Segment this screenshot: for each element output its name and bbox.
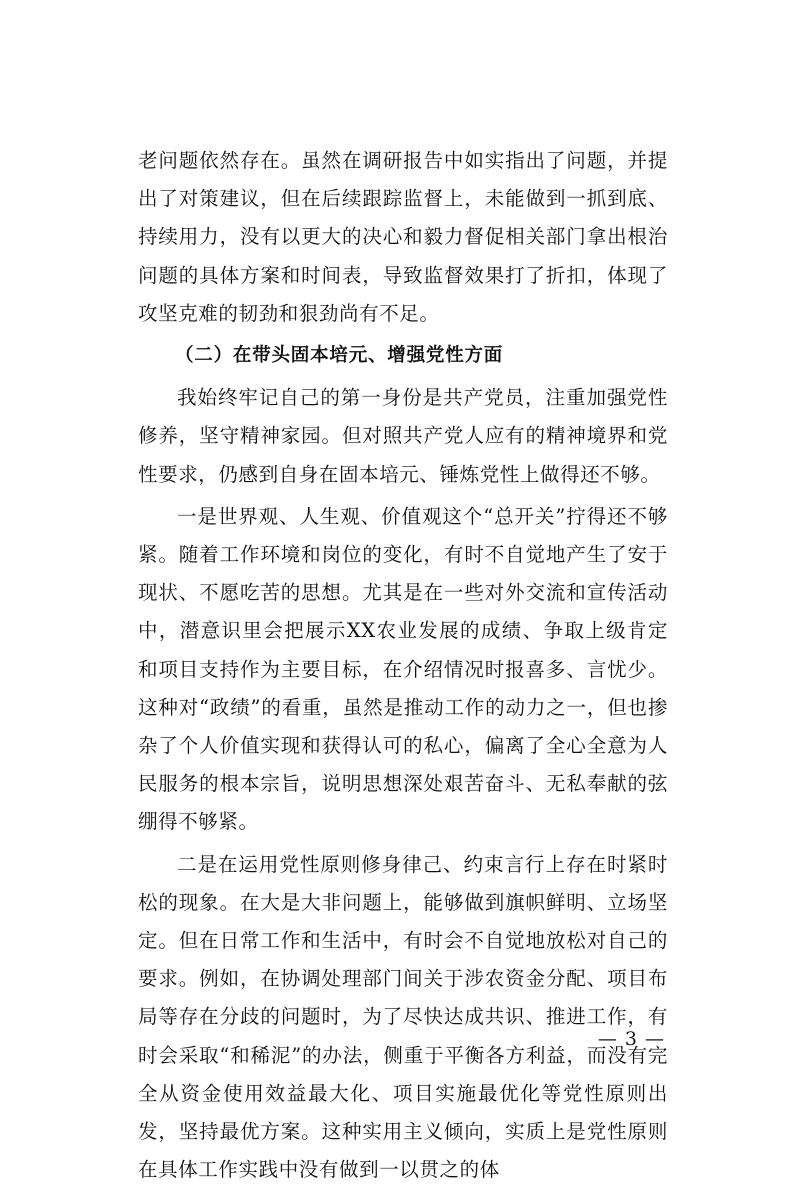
paragraph-party-identity: 我始终牢记自己的第一身份是共产党员，注重加强党性修养，坚守精神家园。但对照共产党人应有的精神境界和党性要求，仍感到自身在固本培元、锤炼党性上做得还不够。 [138,386,668,486]
paragraph-worldview: 一是世界观、人生观、价值观这个“总开关”拧得还不够紧。随着工作环境和岗位的变化，有时不自觉地产生了安于现状、不愿吃苦的思想。尤其是在一些对外交流和宣传活动中，潜意识里会把展示XX农业发展的成绩、争取上级肯定和项目支持作为主要目标，在介绍情况时报喜多、言忧少。这种对“政绩”的看重，虽然是推动工作的动力之一，但也掺杂了个人价值实现和获得认可的私心，偏离了全心全意为人民服务的根本宗旨，说明思想深处艰苦奋斗、无私奉献的弦绷得不够紧。 [138,504,668,834]
paragraph-continued: 老问题依然存在。虽然在调研报告中如实指出了问题，并提出了对策建议，但在后续跟踪监督上，未能做到一抓到底、持续用力，没有以更大的决心和毅力督促相关部门拿出根治问题的具体方案和时间表，导致监督效果打了折扣，体现了攻坚克难的韧劲和狠劲尚有不足。 [138,149,668,325]
page-number: — 3 — [597,1028,665,1050]
paragraph-party-principle: 二是在运用党性原则修身律己、约束言行上存在时紧时松的现象。在大是大非问题上，能够做到旗帜鲜明、立场坚定。但在日常工作和生活中，有时会不自觉地放松对自己的要求。例如，在协调处理部门间关于涉农资金分配、项目布局等存在分歧的问题时，为了尽快达成共识、推进工作，有时会采取“和稀泥”的办法，侧重于平衡各方利益，而没有完全从资金使用效益最大化、项目实施最优化等党性原则出发，坚持最优方案。这种实用主义倾向，实质上是党性原则在具体工作实践中没有做到一以贯之的体 [138,852,668,1182]
section-heading: （二）在带头固本培元、增强党性方面 [175,345,504,367]
document-body [138,142,668,1189]
